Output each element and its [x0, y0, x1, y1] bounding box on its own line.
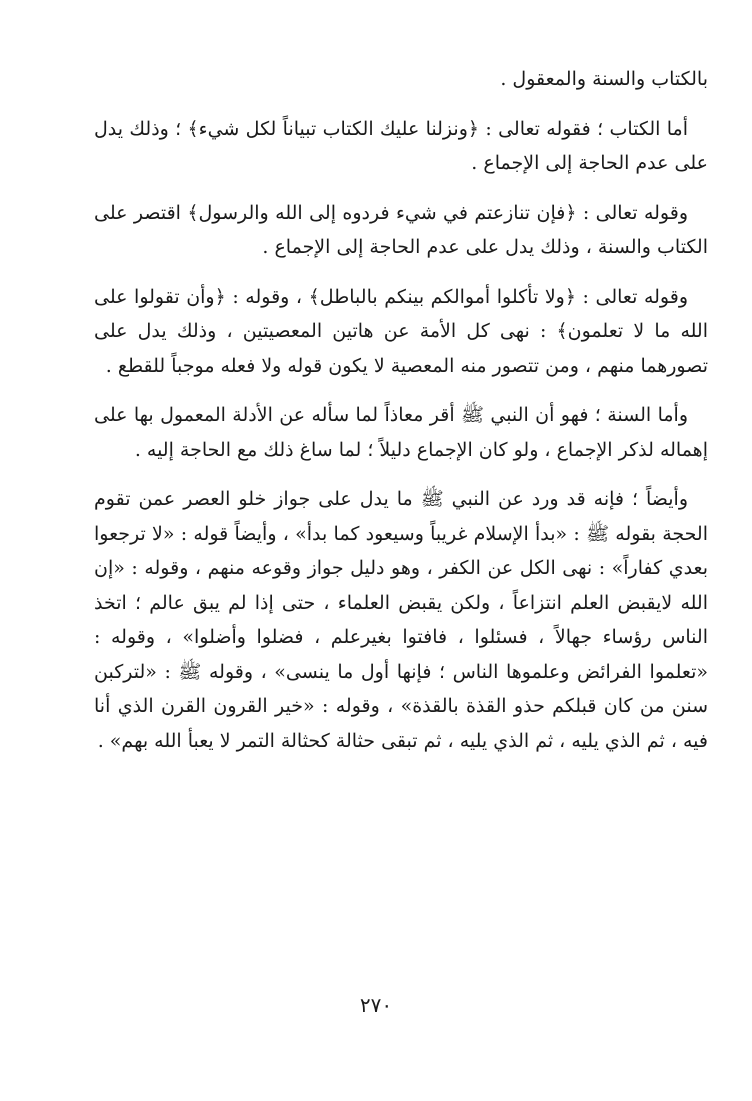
page-body [94, 62, 708, 773]
paragraph-2: أما الكتاب ؛ فقوله تعالى : ﴿ونزلنا عليك الكتاب تبياناً لكل شيء﴾ ؛ وذلك يدل على عدم الحاجة إلى الإجماع . [94, 117, 708, 174]
paragraph-6: وأيضاً ؛ فإنه قد ورد عن النبي ﷺ ما يدل على جواز خلو العصر عمن تقوم الحجة بقوله ﷺ : «بدأ الإسلام غريباً وسيعود كما بدأ» ، وأيضاً قوله : «لا ترجعوا بعدي كفاراً» : نهى الكل عن الكفر ، وهو دليل جواز وقوعه منهم ، وقوله : «إن الله لايقبض العلم انتزاعاً ، ولكن يقبض العلماء ، حتى إذا لم يبق عالم ؛ اتخذ الناس رؤساء جهالاً ، فسئلوا ، فافتوا بغيرعلم ، فضلوا وأضلوا» ، وقوله : «تعلموا الفرائض وعلموها الناس ؛ فإنها أول ما ينسى» ، وقوله ﷺ : «لتركبن سنن من كان قبلكم حذو القذة بالقذة» ، وقوله : «خير القرون القرن الذي أنا فيه ، ثم الذي يليه ، ثم الذي يليه ، ثم تبقى حثالة كحثالة التمر لا يعبأ الله بهم» . [94, 488, 708, 752]
page-number: ٢٧٠ [359, 993, 393, 1017]
paragraph-3: وقوله تعالى : ﴿فإن تنازعتم في شيء فردوه إلى الله والرسول﴾ اقتصر على الكتاب والسنة ، وذلك يدل على عدم الحاجة إلى الإجماع . [94, 201, 708, 258]
paragraph-5: وأما السنة ؛ فهو أن النبي ﷺ أقر معاذاً لما سأله عن الأدلة المعمول بها على إهماله لذكر الإجماع ، ولو كان الإجماع دليلاً ؛ لما ساغ ذلك مع الحاجة إليه . [94, 404, 708, 461]
paragraph-1: بالكتاب والسنة والمعقول . [500, 68, 708, 90]
paragraph-4: وقوله تعالى : ﴿ولا تأكلوا أموالكم بينكم بالباطل﴾ ، وقوله : ﴿وأن تقولوا على الله ما لا تعلمون﴾ : نهى كل الأمة عن هاتين المعصيتين ، وذلك يدل على تصورهما منهم ، ومن تتصور منه المعصية لا يكون قوله ولا فعله موجباً للقطع . [94, 285, 708, 377]
